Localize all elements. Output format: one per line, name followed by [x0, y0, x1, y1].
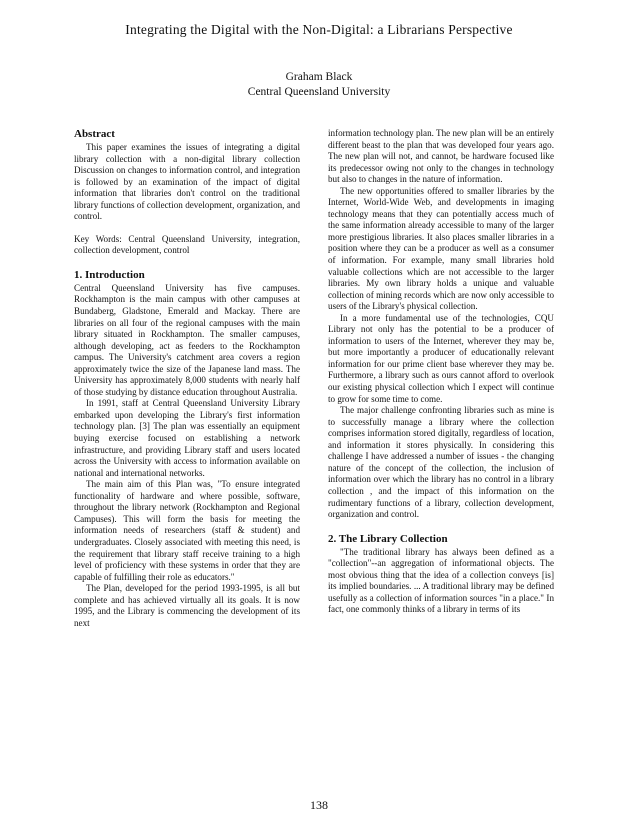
paragraph: The new opportunities offered to smaller libraries by the Internet, World-Wide Web, and developments in imaging technology means that they can potentially access much of the same information already accessible to many of the larger more prestigious libraries. It also places smaller libraries in a position where they can be a producer as well as a consumer of information. For example, many small libraries hold valuable collections which are not accessible to the larger libraries. My own library holds a unique and valuable collection of mining records which are now only accessible to users of the Library's physical collection.	[328, 185, 554, 312]
paragraph: The major challenge confronting libraries such as mine is to successfully manage a library where the collection comprises information stored digitally, regardless of location, and information it stores physically. In considering this challenge I have addressed a number of issues - the changing nature of the concept of the collection, the inclusion of information over which the library has no control in a library collection , and the impact of this information on the rudimentary functions of a library, collection development, organization and control.	[328, 405, 554, 520]
paper-title: Integrating the Digital with the Non-Digital: a Librarians Perspective	[125, 22, 513, 37]
paragraph: "The traditional library has always been defined as a "collection"--an aggregation of informational objects. The most obvious thing that the idea of a collection conveys [is] its implied boundaries. ... A traditional library may be defined usefully as a collection of information sources "in a place." In fact, one commonly thinks of a library in terms of its	[328, 546, 554, 615]
right-column	[328, 128, 554, 616]
paragraph: Central Queensland University has five campuses. Rockhampton is the main campus with other campuses at Bundaberg, Gladstone, Emerald and Mackay. There are libraries on all four of the regional campuses with the main library situated in Rockhampton. The smaller campuses, although developing, act as feeders to the Rockhampton campus. The University's catchment area covers a region approximately twice the size of the Japanese land mass. The University has approximately 8,000 students with nearly half of those studying by distance education throughout Australia.	[74, 282, 300, 397]
page-number: 138	[310, 798, 328, 812]
abstract-text: This paper examines the issues of integrating a digital library collection with a non-digital library collection Discussion on changes to information control, and integration is followed by an examination of the impact of digital information that libraries don't control on the traditional library functions of collection development, organization, and control.	[74, 142, 300, 222]
section-heading-library-collection: 2. The Library Collection	[328, 532, 448, 545]
paragraph: The Plan, developed for the period 1993-1995, is all but complete and has achieved virtually all its goals. It is now 1995, and the Library is commencing the development of its next	[74, 583, 300, 628]
paragraph: The main aim of this Plan was, "To ensure integrated functionality of hardware and where possible, software, throughout the library network (Rockhampton and Regional Campuses). This will form the basis for meeting the information needs of researchers (staff & student) and undergraduates. Closely associated with meeting this need, is the requirement that library staff receive training to a high level of proficiency with these systems in order that they are capable of fulfilling their role as educators."	[74, 479, 300, 582]
keywords: Key Words: Central Queensland University, integration, collection development, control	[74, 233, 300, 256]
left-column	[74, 128, 300, 629]
paragraph: In a more fundamental use of the technologies, CQU Library not only has the potential to be a producer of information to users of the Internet, wherever they may be, but more importantly a producer of educationally relevant information for our prime client base wherever they may be. Furthermore, a library such as ours cannot afford to overlook our existing physical collection which I expect will continue to grow for some time to come.	[328, 312, 554, 404]
paragraph: In 1991, staff at Central Queensland University Library embarked upon developing the Library's first information technology plan. [3] The plan was essentially an equipment buying exercise focused on establishing a network infrastructure, and providing Library staff and users located across the University with access to information available on national and international networks.	[74, 398, 300, 478]
paragraph-continued: information technology plan. The new plan will be an entirely different beast to the plan that was developed four years ago. The new plan will not, and cannot, be hardware focused like its predecessor owing not only to the changes in technology but also to changes in the nature of information.	[328, 128, 554, 185]
author-block	[0, 70, 638, 100]
author-affiliation: Central Queensland University	[247, 86, 391, 98]
section-heading-introduction: 1. Introduction	[74, 268, 145, 281]
author-name: Graham Black	[285, 71, 353, 83]
abstract-heading: Abstract	[74, 128, 115, 140]
